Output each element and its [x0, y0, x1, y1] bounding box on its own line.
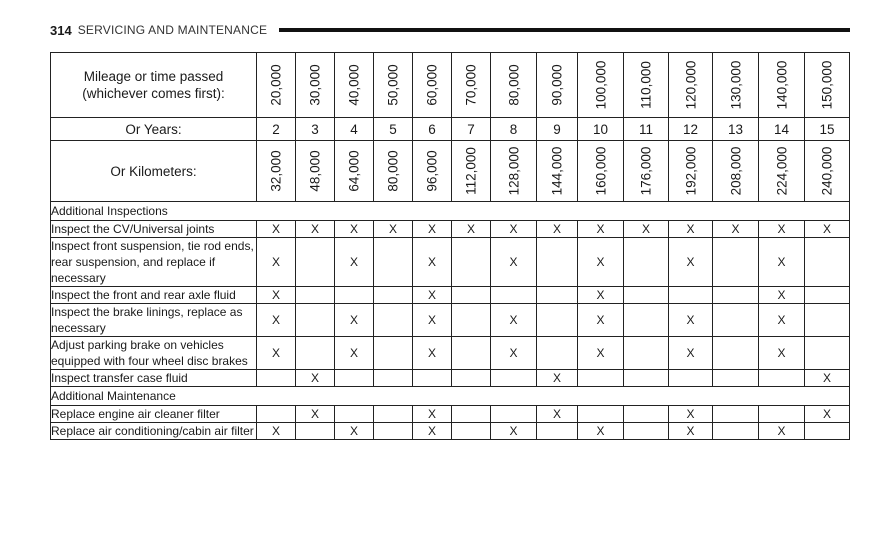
years-row: [51, 118, 850, 141]
service-mark: X: [669, 423, 713, 440]
service-mark: X: [257, 304, 296, 337]
year-value: 10: [578, 118, 624, 141]
table-row: [51, 238, 850, 287]
mileage-value: 30,000: [307, 64, 323, 106]
year-value: 15: [805, 118, 850, 141]
kilometers-value: 224,000: [774, 146, 789, 196]
year-value: 7: [452, 118, 491, 141]
mileage-cell: [335, 53, 374, 118]
service-mark: X: [669, 406, 713, 423]
service-mark: X: [296, 406, 335, 423]
kilometers-cell: [713, 141, 759, 202]
year-value: 5: [374, 118, 413, 141]
mileage-cell: [296, 53, 335, 118]
service-mark: X: [759, 337, 805, 370]
kilometers-value: 192,000: [683, 146, 698, 196]
service-mark: [491, 287, 537, 304]
mileage-cell: [413, 53, 452, 118]
mileage-value: 90,000: [549, 64, 565, 106]
service-mark: X: [491, 221, 537, 238]
year-value: 9: [537, 118, 578, 141]
mileage-cell: [713, 53, 759, 118]
service-mark: X: [669, 221, 713, 238]
service-mark: X: [413, 287, 452, 304]
mileage-cell: [759, 53, 805, 118]
service-mark: X: [537, 370, 578, 387]
service-mark: X: [537, 221, 578, 238]
mileage-cell: [452, 53, 491, 118]
page-header: [50, 20, 850, 40]
service-mark: [713, 304, 759, 337]
service-mark: X: [335, 221, 374, 238]
mileage-label-line: (whichever comes first):: [82, 86, 225, 101]
mileage-value: 120,000: [683, 60, 698, 110]
mileage-value: 140,000: [774, 60, 789, 110]
kilometers-value: 32,000: [268, 150, 284, 192]
kilometers-value: 240,000: [819, 146, 835, 196]
service-mark: X: [491, 423, 537, 440]
service-mark: X: [578, 304, 624, 337]
service-mark: [713, 406, 759, 423]
kilometers-value: 144,000: [549, 146, 565, 196]
service-mark: X: [335, 238, 374, 287]
service-item-label: Inspect the brake linings, replace as necessary: [51, 304, 257, 337]
service-mark: [537, 238, 578, 287]
service-mark: X: [669, 238, 713, 287]
service-mark: X: [669, 337, 713, 370]
service-mark: X: [491, 238, 537, 287]
service-mark: X: [759, 238, 805, 287]
table-row: [51, 337, 850, 370]
mileage-label-line: Mileage or time passed: [83, 69, 224, 84]
service-mark: X: [759, 304, 805, 337]
section-title: SERVICING AND MAINTENANCE: [77, 23, 268, 37]
service-mark: X: [413, 221, 452, 238]
service-mark: [374, 370, 413, 387]
kilometers-row: [51, 141, 850, 202]
section-title: Additional Maintenance: [51, 387, 850, 406]
service-mark: X: [759, 221, 805, 238]
service-mark: X: [805, 221, 850, 238]
service-item-label: Replace engine air cleaner filter: [51, 406, 257, 423]
table-row: [51, 423, 850, 440]
service-item-label: Inspect the front and rear axle fluid: [51, 287, 257, 304]
mileage-cell: [624, 53, 669, 118]
kilometers-value: 80,000: [385, 150, 401, 192]
service-mark: X: [335, 337, 374, 370]
mileage-row: [51, 53, 850, 118]
service-mark: X: [805, 406, 850, 423]
service-mark: [335, 287, 374, 304]
kilometers-cell: [335, 141, 374, 202]
service-mark: X: [578, 287, 624, 304]
mileage-value: 110,000: [638, 61, 654, 109]
year-value: 14: [759, 118, 805, 141]
service-mark: [452, 304, 491, 337]
kilometers-value: 208,000: [728, 146, 743, 196]
service-mark: [805, 304, 850, 337]
service-mark: [759, 406, 805, 423]
kilometers-value: 128,000: [506, 146, 521, 196]
service-mark: [452, 238, 491, 287]
service-mark: X: [413, 337, 452, 370]
service-item-label: Inspect the CV/Universal joints: [51, 221, 257, 238]
service-mark: X: [578, 221, 624, 238]
service-mark: [374, 406, 413, 423]
mileage-value: 20,000: [268, 64, 284, 106]
service-mark: [374, 304, 413, 337]
kilometers-value: 64,000: [346, 150, 362, 192]
service-mark: X: [257, 221, 296, 238]
kilometers-cell: [257, 141, 296, 202]
kilometers-cell: [413, 141, 452, 202]
mileage-cell: [537, 53, 578, 118]
kilometers-cell: [805, 141, 850, 202]
year-value: 12: [669, 118, 713, 141]
service-mark: [452, 406, 491, 423]
service-item-label: Adjust parking brake on vehicles equipped with four wheel disc brakes: [51, 337, 257, 370]
service-mark: [713, 337, 759, 370]
service-mark: X: [578, 238, 624, 287]
mileage-label: [51, 53, 257, 118]
table-row: [51, 304, 850, 337]
service-mark: [374, 337, 413, 370]
mileage-value: 150,000: [819, 60, 835, 110]
service-mark: [296, 287, 335, 304]
service-mark: [669, 370, 713, 387]
service-mark: [624, 304, 669, 337]
kilometers-cell: [296, 141, 335, 202]
service-mark: [624, 370, 669, 387]
service-mark: [713, 238, 759, 287]
year-value: 6: [413, 118, 452, 141]
service-mark: [805, 423, 850, 440]
service-mark: X: [335, 423, 374, 440]
mileage-cell: [257, 53, 296, 118]
service-mark: [624, 406, 669, 423]
year-value: 13: [713, 118, 759, 141]
mileage-cell: [805, 53, 850, 118]
table-row: [51, 406, 850, 423]
service-mark: X: [413, 423, 452, 440]
page-number: 314: [50, 22, 72, 38]
service-mark: X: [374, 221, 413, 238]
section-row: [51, 387, 850, 406]
kilometers-value: 176,000: [638, 146, 654, 196]
service-mark: [296, 423, 335, 440]
service-mark: [713, 287, 759, 304]
table-row: [51, 287, 850, 304]
service-mark: X: [413, 304, 452, 337]
section-title: Additional Inspections: [51, 202, 850, 221]
service-mark: [624, 423, 669, 440]
service-mark: [759, 370, 805, 387]
service-mark: X: [624, 221, 669, 238]
service-mark: [805, 238, 850, 287]
service-mark: X: [759, 287, 805, 304]
service-mark: X: [713, 221, 759, 238]
kilometers-value: 96,000: [424, 150, 440, 192]
service-mark: X: [578, 337, 624, 370]
service-mark: [805, 287, 850, 304]
mileage-value: 40,000: [346, 64, 362, 106]
kilometers-cell: [669, 141, 713, 202]
service-mark: X: [335, 304, 374, 337]
mileage-cell: [578, 53, 624, 118]
service-mark: [578, 406, 624, 423]
service-mark: [413, 370, 452, 387]
service-mark: [537, 423, 578, 440]
kilometers-value: 48,000: [307, 150, 323, 192]
service-mark: [335, 370, 374, 387]
kilometers-cell: [759, 141, 805, 202]
service-mark: [452, 337, 491, 370]
kilometers-cell: [374, 141, 413, 202]
service-mark: X: [452, 221, 491, 238]
service-mark: [335, 406, 374, 423]
year-value: 2: [257, 118, 296, 141]
table-row: [51, 221, 850, 238]
years-label: Or Years:: [51, 118, 257, 141]
service-item-label: Inspect front suspension, tie rod ends, rear suspension, and replace if necessary: [51, 238, 257, 287]
service-mark: X: [578, 423, 624, 440]
kilometers-cell: [624, 141, 669, 202]
kilometers-value: 112,000: [463, 147, 479, 195]
service-mark: X: [491, 337, 537, 370]
service-mark: X: [257, 337, 296, 370]
service-mark: X: [759, 423, 805, 440]
service-mark: [537, 287, 578, 304]
service-mark: X: [669, 304, 713, 337]
mileage-value: 70,000: [463, 64, 479, 106]
service-mark: X: [491, 304, 537, 337]
mileage-value: 130,000: [728, 60, 743, 110]
service-mark: [374, 287, 413, 304]
header-rule: [279, 28, 850, 32]
table-row: [51, 370, 850, 387]
service-mark: X: [296, 370, 335, 387]
service-mark: [537, 304, 578, 337]
service-mark: [452, 423, 491, 440]
mileage-cell: [374, 53, 413, 118]
service-mark: [452, 370, 491, 387]
kilometers-cell: [537, 141, 578, 202]
service-item-label: Replace air conditioning/cabin air filter: [51, 423, 257, 440]
service-mark: [257, 406, 296, 423]
year-value: 8: [491, 118, 537, 141]
service-mark: [296, 304, 335, 337]
mileage-value: 60,000: [424, 64, 440, 106]
service-mark: [578, 370, 624, 387]
section-row: [51, 202, 850, 221]
service-mark: [374, 423, 413, 440]
kilometers-cell: [578, 141, 624, 202]
service-mark: [713, 370, 759, 387]
mileage-value: 80,000: [506, 64, 521, 106]
service-item-label: Inspect transfer case fluid: [51, 370, 257, 387]
service-mark: X: [537, 406, 578, 423]
kilometers-cell: [491, 141, 537, 202]
service-mark: [805, 337, 850, 370]
year-value: 3: [296, 118, 335, 141]
service-mark: [537, 337, 578, 370]
service-mark: [624, 287, 669, 304]
maintenance-schedule-table: [50, 52, 850, 440]
service-mark: [624, 238, 669, 287]
kilometers-cell: [452, 141, 491, 202]
year-value: 4: [335, 118, 374, 141]
mileage-cell: [669, 53, 713, 118]
kilometers-label: Or Kilometers:: [51, 141, 257, 202]
service-mark: X: [413, 238, 452, 287]
service-mark: X: [296, 221, 335, 238]
service-mark: [491, 370, 537, 387]
service-mark: X: [257, 423, 296, 440]
service-mark: [713, 423, 759, 440]
mileage-value: 100,000: [593, 60, 608, 110]
service-mark: X: [257, 287, 296, 304]
service-mark: [296, 238, 335, 287]
service-mark: X: [257, 238, 296, 287]
service-mark: [669, 287, 713, 304]
mileage-cell: [491, 53, 537, 118]
service-mark: [257, 370, 296, 387]
service-mark: [624, 337, 669, 370]
service-mark: [374, 238, 413, 287]
service-mark: X: [413, 406, 452, 423]
service-mark: [491, 406, 537, 423]
service-mark: [452, 287, 491, 304]
service-mark: [296, 337, 335, 370]
mileage-value: 50,000: [385, 64, 401, 106]
year-value: 11: [624, 118, 669, 141]
service-mark: X: [805, 370, 850, 387]
kilometers-value: 160,000: [593, 146, 608, 196]
